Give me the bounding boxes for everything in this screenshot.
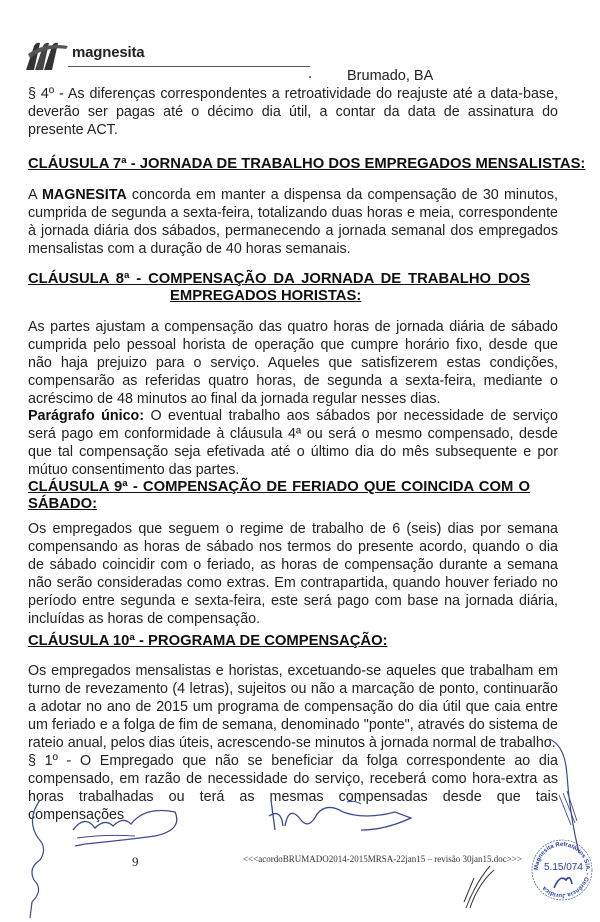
header-rule bbox=[68, 66, 310, 67]
location-label: Brumado, BA bbox=[347, 68, 434, 84]
clause7-text: concorda em manter a dispensa da compensação de 30 minutos, cumprida de segunda a sexta-feira, totalizando duas horas e meia, correspondente à jornada diária dos sábados, permanecendo a jornada semanal dos empregados mensalistas com a duração de 40 horas semanais. bbox=[28, 187, 558, 257]
page-number: 9 bbox=[132, 854, 139, 869]
signature-1 bbox=[65, 800, 185, 855]
company-name: MAGNESITA bbox=[41, 187, 127, 203]
scan-speck bbox=[309, 76, 311, 78]
clause8-paragraph bbox=[28, 407, 558, 479]
clause7-title: CLÁUSULA 7ª - JORNADA DE TRABALHO DOS EMPREGADOS MENSALISTAS: bbox=[28, 156, 586, 172]
clause7-body bbox=[28, 186, 558, 258]
company-logo bbox=[24, 40, 294, 72]
stamp-handwritten: 5.15/074 bbox=[544, 862, 583, 873]
clause10-title: CLÁUSULA 10ª - PROGRAMA DE COMPENSAÇÃO: bbox=[28, 633, 388, 649]
legal-stamp bbox=[530, 838, 594, 902]
paragraph-text: O eventual trabalho aos sábados por necessidade de serviço será pago em conformidade à cláusula 4ª ou será o mesmo compensado, desde que tal compensação seja efetivada até o último dia do mês subsequente e por mútuo consentimento das partes. bbox=[28, 408, 558, 478]
clause8-title-line1: CLÁUSULA 8ª - COMPENSAÇÃO DA JORNADA DE TRABALHO DOS bbox=[28, 271, 530, 287]
intro-paragraph: § 4º - As diferenças correspondentes a retroatividade do reajuste até a data-base, deverão ser pagas até o décimo dia útil, a contar da data de assinatura do presente ACT. bbox=[28, 86, 558, 138]
initial-signature-right bbox=[545, 735, 585, 855]
clause9-title-line2: SÁBADO: bbox=[28, 496, 98, 512]
clause8-title-line2: EMPREGADOS HORISTAS: bbox=[170, 288, 362, 304]
file-reference: <<<acordoBRUMADO2014-2015MRSA-22jan15 – revisão 30jan15.doc>>> bbox=[243, 854, 522, 864]
signature-2 bbox=[265, 790, 425, 845]
clause9-body: Os empregados que seguem o regime de trabalho de 6 (seis) dias por semana compensando as horas de sábado nos termos do presente acordo, quando o dia de sábado coincidir com o feriado, as horas de compensação durante a semana não serão consideradas como extras. Em contrapartida, quando houver feriado no período entre segunda e sexta-feira, este será pago com base na jornada diária, incluídas as horas de compensação. bbox=[28, 521, 558, 627]
clause7-prefix: A bbox=[28, 187, 42, 203]
clause10-paragraph1: § 1º - O Empregado que não se beneficiar da folga correspondente ao dia compensado, em razão de necessidade do serviço, receberá como hora-extra as horas trabalhadas ou terá as mesmas compensadas desde que tais compensações bbox=[28, 753, 558, 823]
logo-wordmark: magnesita bbox=[72, 44, 145, 61]
magnesita-logo-icon bbox=[24, 40, 70, 70]
clause9-title-line1: CLÁUSULA 9ª - COMPENSAÇÃO DE FERIADO QUE COINCIDA COM O bbox=[28, 479, 530, 495]
initial-signature-bottom bbox=[460, 862, 500, 912]
stamp-text: Magnesita Refratários S/A. - Gerência Jurídica bbox=[533, 841, 591, 899]
clause8-body: As partes ajustam a compensação das quatro horas de jornada diária de sábado cumprida pelo pessoal horista de operação que cumpre horário fixo, desde que não haja prejuizo para o serviço. Aqueles que satisfizerem estas condições, compensarão as referidas quatro horas, de segunda a sexta-feira, mediante o acréscimo de 48 minutos ao final da jornada regular nesses dias. bbox=[28, 319, 558, 407]
paragraph-label: Parágrafo único: bbox=[28, 408, 145, 424]
clause10-body: Os empregados mensalistas e horistas, excetuando-se aqueles que trabalham em turno de revezamento (4 letras), sujeitos ou não a marcação de ponto, continuarão a adotar no ano de 2015 um programa de compensação do dia útil que caia entre um feriado e a folga de fim de semana, denominado "ponte", através do sistema de rateio anual, pelos dias úteis, acrescendo-se minutos à jornada normal de trabalho. bbox=[28, 663, 558, 751]
